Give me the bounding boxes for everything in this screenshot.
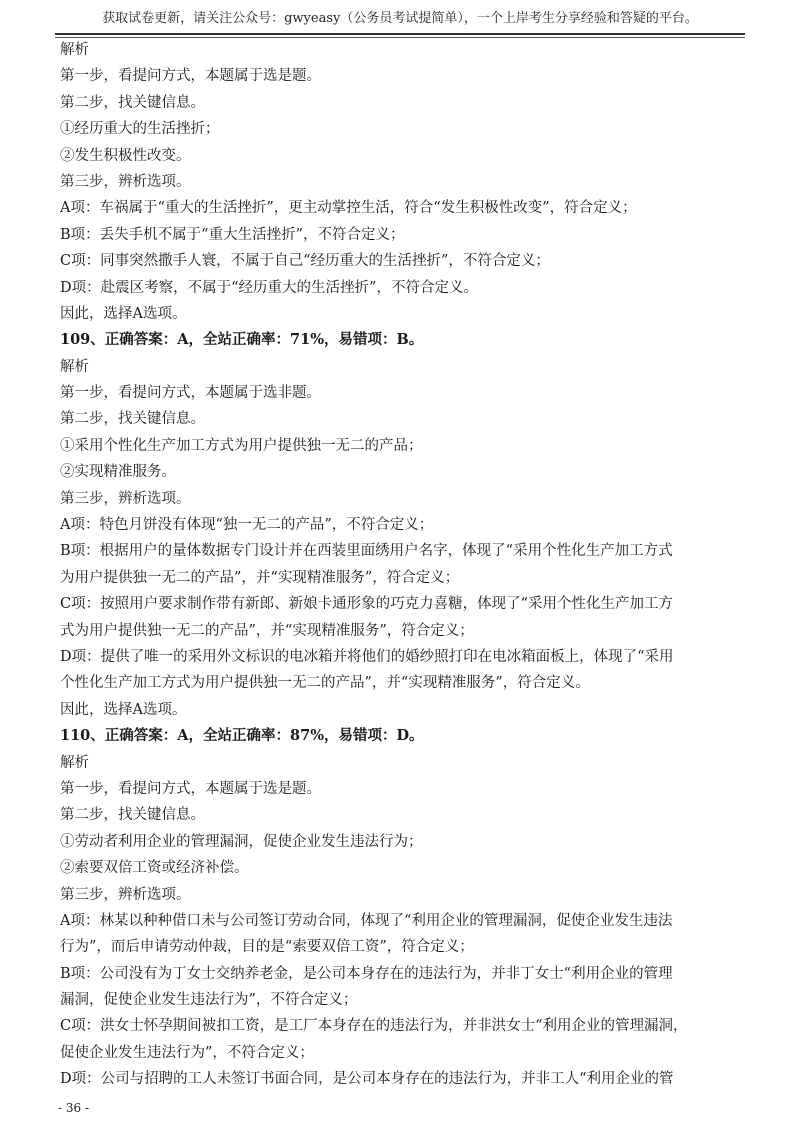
text-line: 第一步，看提问方式，本题属于选是题。 (60, 68, 321, 85)
text-line: C项：洪女士怀孕期间被扣工资，是工厂本身存在的违法行为，并非洪女士“利用企业的管理漏洞， (60, 1018, 688, 1035)
text-line: 第三步，辨析选项。 (60, 490, 191, 507)
text-line: ②索要双倍工资或经济补偿。 (60, 860, 249, 877)
answer-heading: 110、正确答案：A，全站正确率：87%，易错项：D。 (60, 727, 424, 745)
text-line: B项：根据用户的量体数据专门设计并在西装里面绣用户名字，体现了“采用个性化生产加工方式 (60, 543, 673, 560)
text-line: 第一步，看提问方式，本题属于选是题。 (60, 780, 321, 797)
text-line: 第一步，看提问方式，本题属于选非题。 (60, 385, 321, 402)
text-line: B项：丢失手机不属于“重大生活挫折”，不符合定义； (60, 226, 405, 243)
text-line: A项：林某以种种借口未与公司签订劳动合同，体现了“利用企业的管理漏洞，促使企业发生违法 (60, 912, 673, 929)
text-line: ①劳动者利用企业的管理漏洞，促使企业发生违法行为； (60, 833, 423, 850)
text-line: 促使企业发生违法行为”，不符合定义； (60, 1044, 314, 1061)
text-line: C项：同事突然撒手人寰，不属于自己“经历重大的生活挫折”，不符合定义； (60, 253, 550, 270)
text-line: 第三步，辨析选项。 (60, 886, 191, 903)
text-line: A项：特色月饼没有体现“独一无二的产品”，不符合定义； (60, 517, 434, 534)
text-line: 第二步，找关键信息。 (60, 411, 205, 428)
text-line: D项：提供了唯一的采用外文标识的电冰箱并将他们的婚纱照打印在电冰箱面板上，体现了“采用 (60, 648, 674, 665)
text-line: ②实现精准服务。 (60, 464, 176, 481)
text-line: ②发生积极性改变。 (60, 147, 191, 164)
answer-heading: 109、正确答案：A，全站正确率：71%，易错项：B。 (60, 331, 424, 349)
page-number: - 36 - (58, 1101, 90, 1115)
text-line: 解析 (60, 754, 89, 771)
document-body (60, 37, 750, 1093)
text-line: 为用户提供独一无二的产品”，并“实现精准服务”，符合定义； (60, 569, 460, 586)
text-line: 解析 (60, 42, 89, 58)
page-header: 获取试卷更新，请关注公众号：gwyeasy（公务员考试提简单），一个上岸考生分享经验和答疑的平台。 (102, 11, 698, 26)
text-line: 解析 (60, 358, 89, 375)
text-line: 第二步，找关键信息。 (60, 807, 205, 824)
text-line: 因此，选择A选项。 (60, 701, 187, 718)
text-line: D项：赴震区考察，不属于“经历重大的生活挫折”，不符合定义。 (60, 279, 478, 296)
text-line: ①采用个性化生产加工方式为用户提供独一无二的产品； (60, 437, 423, 454)
text-line: 个性化生产加工方式为用户提供独一无二的产品”，并“实现精准服务”，符合定义。 (60, 675, 590, 692)
text-line: 行为”，而后申请劳动仲裁，目的是“索要双倍工资”，符合定义； (60, 939, 474, 956)
text-line: 式为用户提供独一无二的产品”，并“实现精准服务”，符合定义； (60, 622, 474, 639)
header-divider-thick (55, 33, 745, 35)
text-line: C项：按照用户要求制作带有新郎、新娘卡通形象的巧克力喜糖，体现了“采用个性化生产加工方 (60, 596, 674, 613)
text-line: 第二步，找关键信息。 (60, 94, 205, 111)
text-line: ①经历重大的生活挫折； (60, 121, 220, 138)
text-line: B项：公司没有为丁女士交纳养老金，是公司本身存在的违法行为，并非丁女士“利用企业的管理 (60, 965, 673, 982)
text-line: A项：车祸属于“重大的生活挫折”，更主动掌控生活，符合“发生积极性改变”，符合定义； (60, 200, 637, 217)
text-line: 因此，选择A选项。 (60, 305, 187, 322)
text-line: D项：公司与招聘的工人未签订书面合同，是公司本身存在的违法行为，并非工人“利用企业的管 (60, 1071, 674, 1088)
text-line: 漏洞，促使企业发生违法行为”，不符合定义； (60, 992, 358, 1009)
text-line: 第三步，辨析选项。 (60, 173, 191, 190)
